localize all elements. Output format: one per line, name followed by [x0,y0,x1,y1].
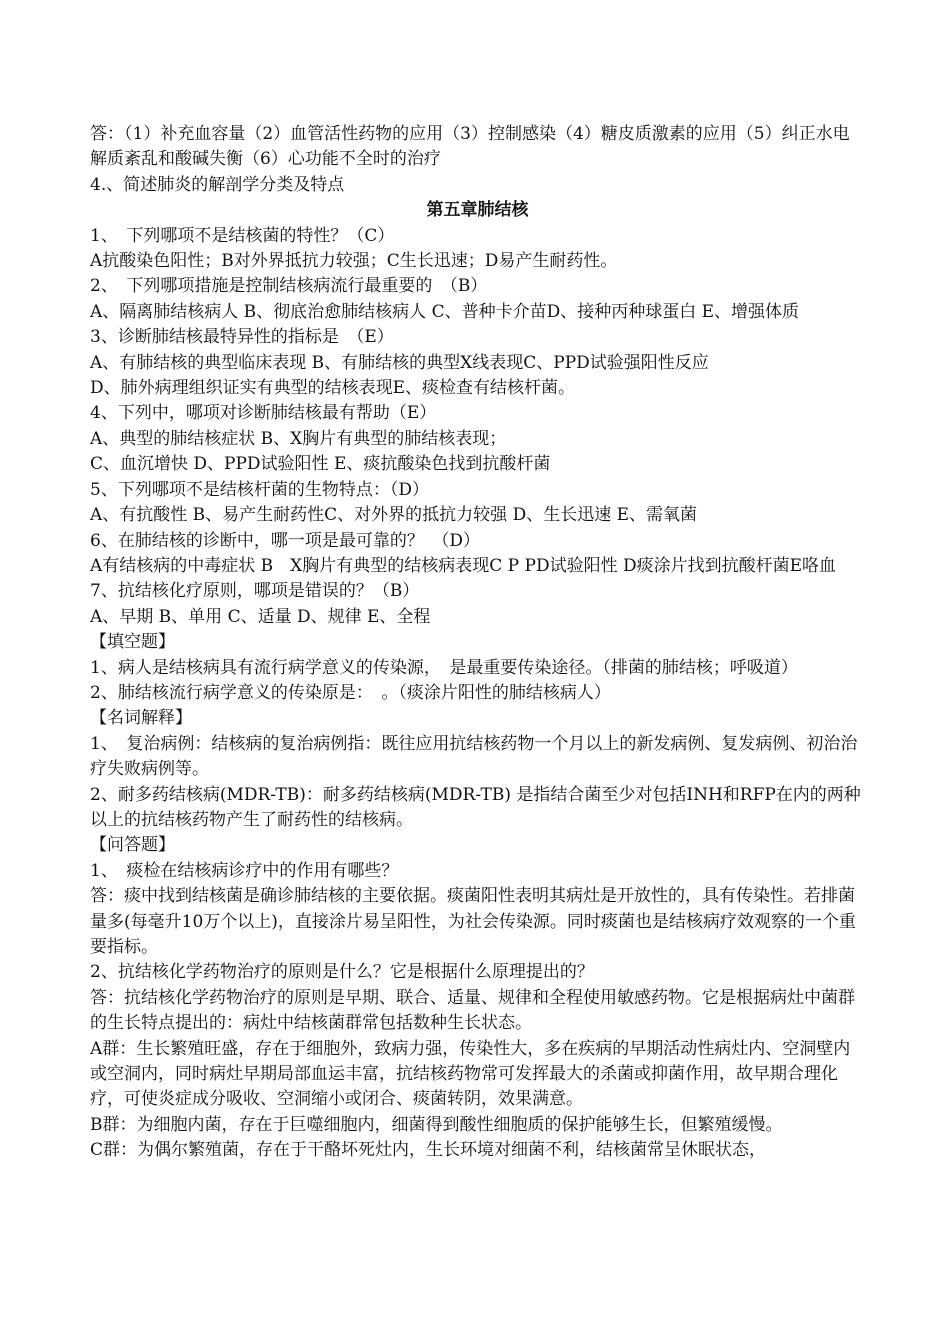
section-fill-in: 【填空题】 [90,632,175,653]
mcq-2-question: 2、 下列哪项措施是控制结核病流行最重要的 （B） [90,276,488,297]
mcq-6-options: A有结核病的中毒症状 B X胸片有典型的结核病表现C P PD试验阳性 D痰涂片找到抗酸杆菌E咯血 [90,555,837,576]
qa-1-question: 1、 痰检在结核病诊疗中的作用有哪些？ [90,860,399,881]
question-pneumonia-classification: 4.、简述肺炎的解剖学分类及特点 [90,174,345,195]
document-page [90,122,865,1164]
mcq-4-options-b: C、血沉增快 D、PPD试验阳性 E、痰抗酸染色找到抗酸杆菌 [90,454,551,475]
section-qa: 【问答题】 [90,835,175,856]
qa-2-question: 2、抗结核化学药物治疗的原则是什么？它是根据什么原理提出的？ [90,962,594,983]
fill-in-2: 2、肺结核流行病学意义的传染原是： 。（痰涂片阳性的肺结核病人） [90,682,611,703]
answer-shock-treatment: 答：（1）补充血容量（2）血管活性药物的应用（3）控制感染（4）糖皮质激素的应用（5）纠正水电解质紊乱和酸碱失衡（6）心功能不全时的治疗 [90,124,850,170]
term-1: 1、 复治病例：结核病的复治病例指：既往应用抗结核药物一个月以上的新发病例、复发病例、初治治疗失败病例等。 [90,733,858,780]
mcq-4-question: 4、下列中，哪项对诊断肺结核最有帮助（E） [90,403,437,424]
group-c-description: C群：为偶尔繁殖菌，存在于干酪坏死灶内，生长环境对细菌不利，结核菌常呈休眠状态， [90,1140,767,1161]
chapter-title: 第五章肺结核 [426,200,529,221]
mcq-1-options: A抗酸染色阳性；B对外界抵抗力较强；C生长迅速；D易产生耐药性。 [90,251,618,272]
qa-2-answer: 答：抗结核化学药物治疗的原则是早期、联合、适量、规律和全程使用敏感药物。它是根据病灶中菌群的生长特点提出的：病灶中结核菌群常包括数种生长状态。 [90,987,855,1034]
fill-in-1: 1、病人是结核病具有流行病学意义的传染源， 是最重要传染途径。（排菌的肺结核；呼吸道） [90,657,798,678]
mcq-7-options: A、早期 B、单用 C、适量 D、规律 E、全程 [90,606,431,627]
term-2: 2、耐多药结核病(MDR-TB)：耐多药结核病(MDR-TB) 是指结合菌至少对包括INH和RFP在内的两种以上的抗结核药物产生了耐药性的结核病。 [90,784,861,830]
qa-1-answer: 答：痰中找到结核菌是确诊肺结核的主要依据。痰菌阳性表明其病灶是开放性的，具有传染性。若排菌量多(每毫升10万个以上)，直接涂片易呈阳性，为社会传染源。同时痰菌也是结核病疗效观察的一个重要指标。 [90,886,856,957]
group-a-description: A群：生长繁殖旺盛，存在于细胞外，致病力强，传染性大，多在疾病的早期活动性病灶内、空洞壁内或空洞内，同时病灶早期局部血运丰富，抗结核药物常可发挥最大的杀菌或抑菌作用，故早期合理化疗，可使炎症成分吸收、空洞缩小或闭合、痰菌转阴，效果满意。 [90,1038,851,1110]
group-b-description: B群：为细胞内菌，存在于巨噬细胞内，细菌得到酸性细胞质的保护能够生长，但繁殖缓慢。 [90,1114,783,1135]
mcq-2-options: A、隔离肺结核病人 B、彻底治愈肺结核病人 C、普种卡介苗D、接种丙种球蛋白 E、增强体质 [90,301,800,322]
mcq-3-options-b: D、肺外病理组织证实有典型的结核表现E、痰检查有结核杆菌。 [90,378,576,399]
mcq-3-question: 3、诊断肺结核最特异性的指标是 （E） [90,327,394,348]
mcq-5-options: A、有抗酸性 B、易产生耐药性C、对外界的抵抗力较强 D、生长迅速 E、需氧菌 [90,505,698,526]
section-terms: 【名词解释】 [90,708,192,729]
mcq-3-options-a: A、有肺结核的典型临床表现 B、有肺结核的典型X线表现C、PPD试验强阳性反应 [90,352,709,373]
mcq-7-question: 7、抗结核化疗原则，哪项是错误的？（B） [90,581,420,602]
mcq-6-question: 6、在肺结核的诊断中，哪一项是最可靠的？ （D） [90,530,480,551]
mcq-1-question: 1、 下列哪项不是结核菌的特性？（C） [90,225,395,246]
mcq-5-question: 5、下列哪项不是结核杆菌的生物特点：（D） [90,479,429,500]
mcq-4-options-a: A、典型的肺结核症状 B、X胸片有典型的肺结核表现； [90,428,507,449]
